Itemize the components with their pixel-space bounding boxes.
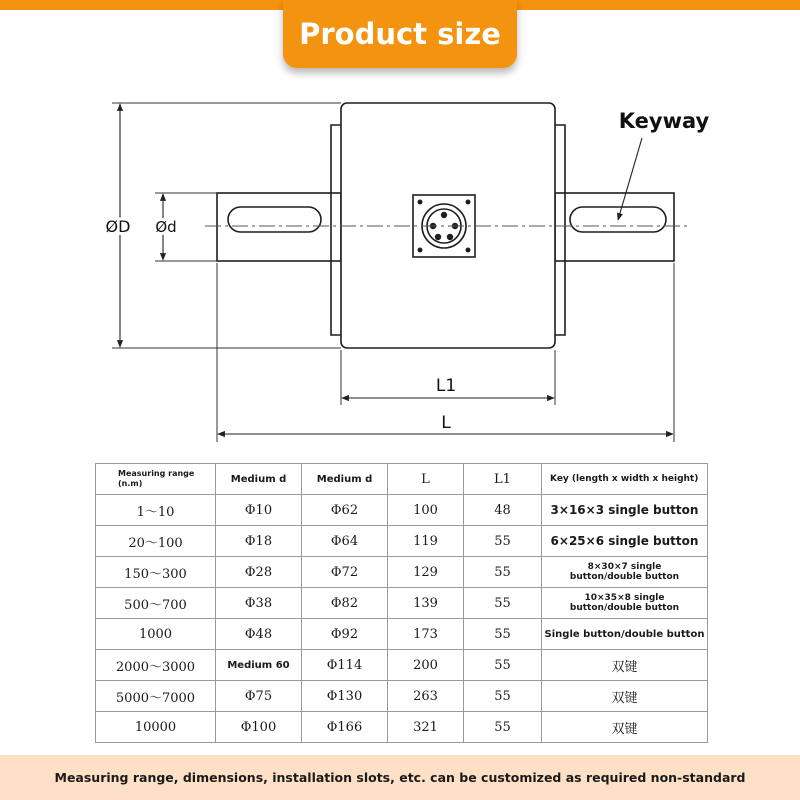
table-row: 10000 Φ100 Φ166 321 55 双键 [96,712,708,743]
sensor-body [341,103,555,348]
header-body-d: Medium d [302,464,388,495]
technical-drawing [0,70,800,455]
page-title: Product size [283,0,517,68]
table-row: 2000～3000 Medium 60 Φ114 200 55 双键 [96,650,708,681]
dim-total-length: L [441,413,451,433]
dim-shaft-diameter: Ød [155,218,177,236]
table-header-row [96,464,708,495]
header-l: L [388,464,464,495]
table-row: 500～700 Φ38 Φ82 139 55 10×35×8 single button/double button [96,588,708,619]
spec-table [95,463,708,743]
table-row: 5000～7000 Φ75 Φ130 263 55 双键 [96,681,708,712]
table-row: 20～100 Φ18 Φ64 119 55 6×25×6 single button [96,526,708,557]
header-l1: L1 [464,464,542,495]
header-shaft-d: Medium d [216,464,302,495]
keyway-callout: Keyway [618,109,710,133]
footer-note: Measuring range, dimensions, installation slots, etc. can be customized as required non-standard [0,755,800,800]
table-row: 1000 Φ48 Φ92 173 55 Single button/double button [96,619,708,650]
table-row: 1～10 Φ10 Φ62 100 48 3×16×3 single button [96,495,708,526]
header-measuring-range: Measuring range (n.m) [96,464,216,495]
table-row: 150～300 Φ28 Φ72 129 55 8×30×7 single button/double button [96,557,708,588]
dim-outer-diameter: ØD [105,217,131,236]
header-key: Key (length x width x height) [542,464,708,495]
left-shaft [217,193,341,261]
dim-body-length: L1 [435,376,457,396]
